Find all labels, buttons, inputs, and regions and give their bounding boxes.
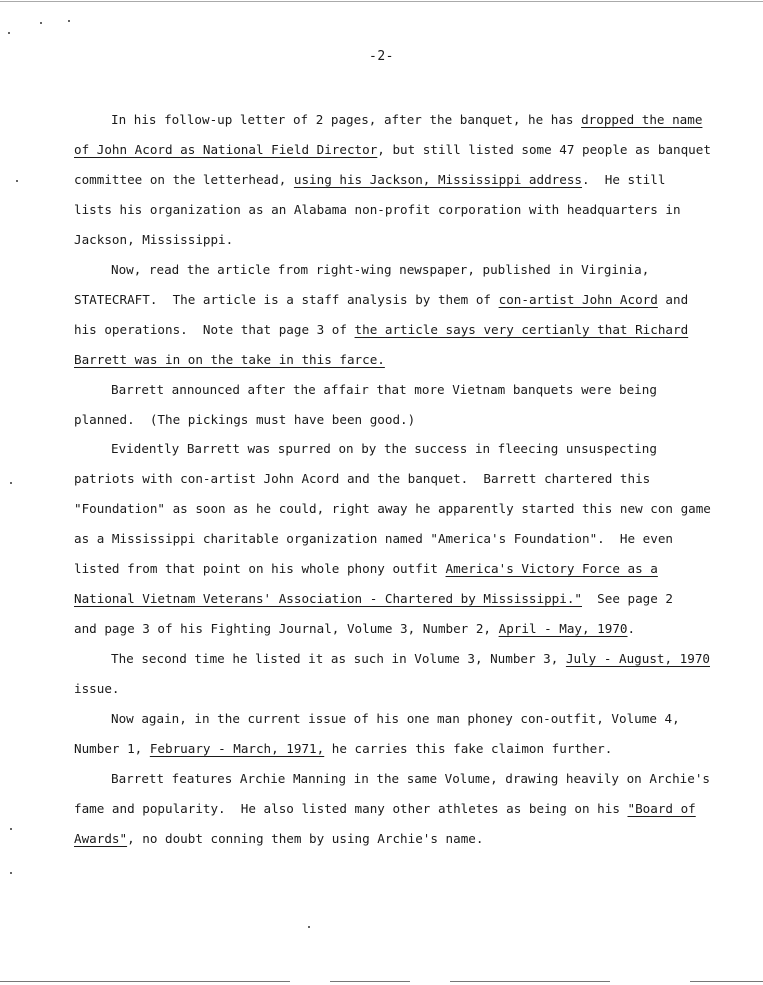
text-line [111,441,657,457]
text-run: and [657,292,689,307]
text-line [74,292,688,308]
underlined-text: Barrett was in on the take in this farce. [74,352,385,367]
text-line [74,202,681,218]
scan-speck [40,22,42,24]
scan-speck [10,872,12,874]
text-run: planned. (The pickings must have been good.) [74,412,416,427]
underlined-text: con-artist John Acord [498,292,658,307]
text-run: and page 3 of his Fighting Journal, Volume 3, Number 2, [74,621,499,636]
scan-speck [68,20,70,22]
text-line [74,322,688,338]
text-line [74,831,483,847]
top-scan-edge [0,1,763,2]
text-line [74,232,233,248]
text-run: patriots with con-artist John Acord and the banquet. Barrett chartered this [74,471,651,486]
text-run: committee on the letterhead, [74,172,294,187]
text-run: . He still [582,172,666,187]
underlined-text: "Board of [627,801,696,816]
scan-speck [8,32,10,34]
text-run: See page 2 [582,591,673,606]
bottom-scan-edge [450,981,610,982]
text-run: lists his organization as an Alabama non-profit corporation with headquarters in [74,202,681,217]
text-run: his operations. Note that page 3 of [74,322,355,337]
text-run: listed from that point on his whole phony outfit [74,561,446,576]
text-line [111,651,710,667]
underlined-text: using his Jackson, Mississippi address [293,172,583,187]
bottom-scan-edge [330,981,410,982]
text-run: Evidently Barrett was spurred on by the success in fleecing unsuspecting [111,441,657,456]
underlined-text: April - May, 1970 [498,621,628,636]
text-line [74,801,696,817]
text-line [74,741,612,757]
underlined-text: February - March, 1971, [149,741,325,756]
bottom-scan-edge [0,981,290,982]
text-run: , no doubt conning them by using Archie's name. [127,831,484,846]
text-run: . [627,621,636,636]
text-line [111,771,710,787]
text-line [74,681,120,697]
underlined-text: July - August, 1970 [565,651,710,666]
text-run: as a Mississippi charitable organization named "America's Foundation". He even [74,531,673,546]
text-run: The second time he listed it as such in Volume 3, Number 3, [111,651,566,666]
underlined-text: the article says very certianly that Richard [354,322,689,337]
underlined-text: National Vietnam Veterans' Association - Chartered by Mississippi." [74,591,582,606]
text-run: Now, read the article from right-wing newspaper, published in Virginia, [111,262,650,277]
text-run: Barrett announced after the affair that more Vietnam banquets were being [111,382,657,397]
text-line [74,172,665,188]
text-line [111,382,657,398]
text-run: fame and popularity. He also listed many other athletes as being on his [74,801,628,816]
text-line [74,561,658,577]
text-line [74,501,711,517]
text-line [74,531,673,547]
underlined-text: Awards" [74,831,128,846]
text-line [111,711,680,727]
scan-speck [308,926,310,928]
text-run: he carries this fake claimon further. [324,741,613,756]
text-run: "Foundation" as soon as he could, right away he apparently started this new con game [74,501,711,516]
text-run: Jackson, Mississippi. [74,232,234,247]
text-run: issue. [74,681,120,696]
text-line [111,262,649,278]
scan-speck [10,482,12,484]
text-line [74,142,711,158]
text-run: STATECRAFT. The article is a staff analysis by them of [74,292,499,307]
text-line [111,112,702,128]
text-line [74,471,650,487]
page-number: -2- [369,49,394,64]
text-line [74,352,385,368]
underlined-text: America's Victory Force as a [445,561,658,576]
text-run: Barrett features Archie Manning in the same Volume, drawing heavily on Archie's [111,771,710,786]
text-line [74,591,673,607]
underlined-text: of John Acord as National Field Director [74,142,378,157]
scan-speck [16,180,18,182]
scan-speck [10,828,12,830]
underlined-text: dropped the name [581,112,703,127]
text-line [74,621,635,637]
text-run: Now again, in the current issue of his one man phoney con-outfit, Volume 4, [111,711,680,726]
text-run: , but still listed some 47 people as banquet [377,142,711,157]
text-line [74,412,415,428]
text-run: Number 1, [74,741,150,756]
text-run: In his follow-up letter of 2 pages, after the banquet, he has [111,112,582,127]
bottom-scan-edge [690,981,763,982]
